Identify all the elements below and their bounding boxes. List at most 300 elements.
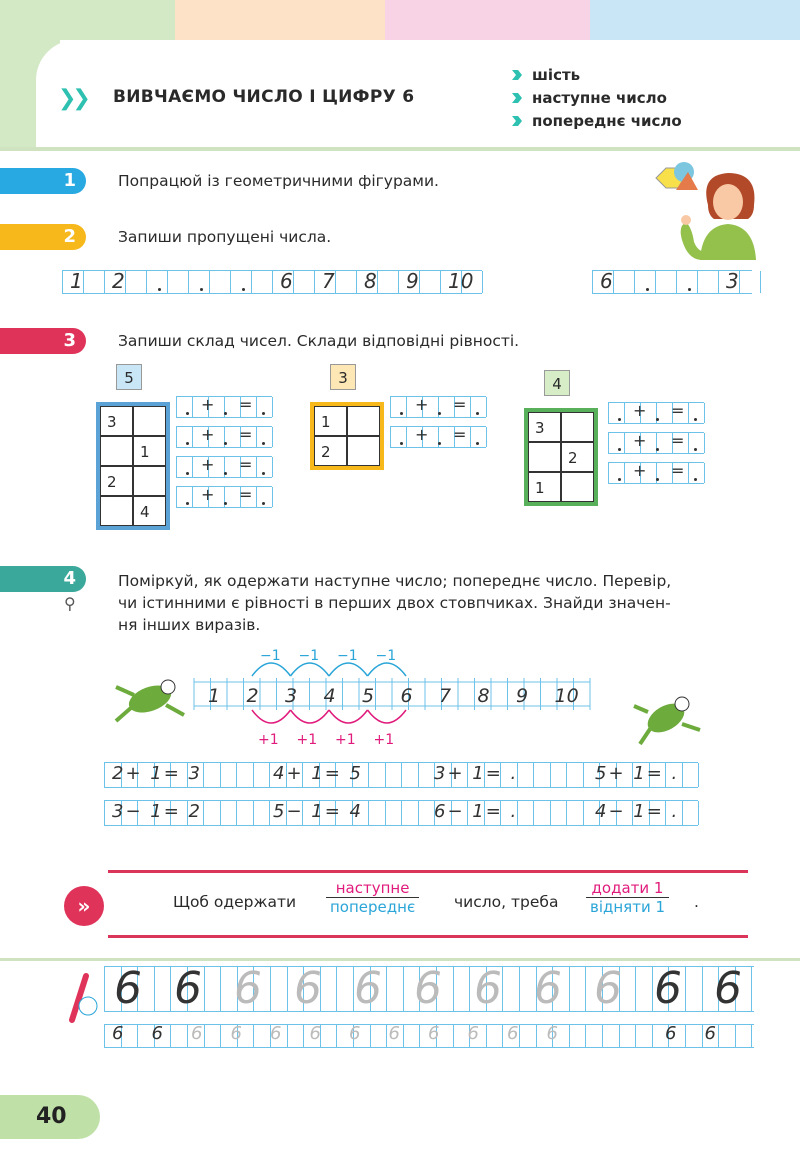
digit-tracing-small: 6 — [428, 1023, 440, 1044]
grid-line — [698, 763, 699, 787]
handwritten-number: 1 — [70, 269, 83, 293]
grid-line — [272, 397, 273, 417]
grid-line — [760, 271, 761, 293]
task-1-tab: 1 — [0, 168, 86, 194]
placeholder-dot — [186, 502, 189, 505]
missing-numbers-row-2 — [592, 270, 752, 294]
frog-eye — [161, 680, 175, 694]
grid-line — [406, 427, 407, 447]
handwritten-number: 6 — [600, 269, 613, 293]
grid-line — [751, 967, 752, 1011]
grid-line — [418, 763, 419, 787]
grid-line — [486, 397, 487, 417]
equation-symbol: = — [239, 485, 253, 504]
rule-fraction-2-top: додати 1 — [586, 879, 669, 898]
house-cell: 1 — [314, 406, 347, 436]
plus-arc — [291, 710, 330, 723]
placeholder-dot — [224, 502, 227, 505]
grid-line — [220, 967, 221, 1011]
frog-leg — [116, 687, 134, 695]
grid-line — [569, 1025, 570, 1047]
chevron-icon — [512, 93, 522, 103]
digit-tracing-small: 6 — [230, 1023, 242, 1044]
handwritten-number: 3 — [726, 269, 739, 293]
grid-line — [718, 271, 719, 293]
grid-line — [104, 763, 105, 787]
equation-row — [104, 800, 698, 826]
grid-line — [403, 1025, 404, 1047]
equation: 4− 1= . — [595, 801, 680, 822]
house-cell — [561, 472, 594, 502]
grid-line — [502, 967, 503, 1011]
rule-fraction-1-top: наступне — [326, 879, 419, 898]
task-4-tab: 4 — [0, 566, 86, 592]
digit-tracing-small: 6 — [388, 1023, 400, 1044]
house-cell: 3 — [528, 412, 561, 442]
grid-line — [192, 487, 193, 507]
equation-symbol: = — [671, 401, 685, 420]
grid-line — [390, 427, 391, 447]
grid-line — [335, 271, 336, 293]
grid-line — [735, 1025, 736, 1047]
grid-line — [154, 967, 155, 1011]
grid-line — [602, 1025, 603, 1047]
grid-line — [635, 1025, 636, 1047]
grid-line — [293, 271, 294, 293]
equation-template-row — [176, 396, 272, 418]
rule-fraction-1-bottom: попереднє — [330, 898, 416, 916]
placeholder-dot — [694, 448, 697, 451]
magnifier-icon: ⚲ — [64, 594, 76, 613]
equation-symbol: + — [415, 395, 429, 414]
grid-line — [209, 271, 210, 293]
digit-tracing: 6 — [534, 963, 562, 1014]
grid-line — [566, 801, 567, 825]
equation-template-row — [176, 456, 272, 478]
placeholder-dot — [400, 412, 403, 415]
equation: 3− 1= 2 — [112, 801, 202, 822]
placeholder-dot — [656, 478, 659, 481]
house-cell: 2 — [100, 466, 133, 496]
grid-line — [390, 397, 391, 417]
house-number-label: 5 — [116, 364, 142, 390]
rule-text-a: Щоб одержати — [173, 893, 297, 911]
grid-line — [176, 457, 177, 477]
placeholder-dot — [262, 442, 265, 445]
equation-symbol: + — [633, 461, 647, 480]
house-cell — [561, 412, 594, 442]
placeholder-dot — [656, 418, 659, 421]
grid-line — [624, 403, 625, 423]
rule-fraction-1 — [326, 879, 419, 916]
grid-line — [585, 967, 586, 1011]
task-4-line-2: чи істинними є рівності в перших двох стовпчиках. Знайди значен- — [118, 594, 671, 612]
grid-line — [187, 1025, 188, 1047]
minus-arc — [329, 663, 368, 676]
grid-line — [192, 397, 193, 417]
grid-line — [251, 271, 252, 293]
placeholder-dot — [200, 288, 203, 291]
house-cell — [528, 442, 561, 472]
grid-line — [62, 271, 63, 293]
handwritten-number: 6 — [280, 269, 293, 293]
grid-line — [256, 397, 257, 417]
placeholder-dot — [186, 442, 189, 445]
minus-arc — [368, 663, 407, 676]
grid-line — [613, 271, 614, 293]
equation-symbol: + — [415, 425, 429, 444]
grid-line — [569, 967, 570, 1011]
grid-line — [104, 1025, 105, 1047]
grid-line — [204, 967, 205, 1011]
handwritten-number: 10 — [448, 269, 474, 293]
frog-leg — [640, 726, 652, 744]
grid-line — [536, 1025, 537, 1047]
frog-leg — [116, 707, 132, 721]
grid-line — [704, 403, 705, 423]
equation-symbol: = — [239, 455, 253, 474]
house-cell: 2 — [314, 436, 347, 466]
top-band-peach — [175, 0, 385, 40]
plus-label: +1 — [258, 732, 279, 748]
digit-tracing-small: 6 — [665, 1023, 677, 1044]
handwritten-number: 2 — [112, 269, 125, 293]
frog-leg — [634, 706, 648, 712]
grid-line — [406, 397, 407, 417]
grid-line — [702, 967, 703, 1011]
number-line-number: 7 — [439, 685, 452, 707]
equation-symbol: + — [633, 401, 647, 420]
handwritten-number: 8 — [364, 269, 377, 293]
number-line-number: 2 — [246, 685, 259, 707]
grid-line — [236, 763, 237, 787]
grid-line — [398, 271, 399, 293]
house-cell — [347, 436, 380, 466]
grid-line — [386, 1025, 387, 1047]
placeholder-dot — [688, 288, 691, 291]
grid-line — [486, 1025, 487, 1047]
grid-line — [718, 1025, 719, 1047]
task-4-line-3: ня інших виразів. — [118, 616, 261, 634]
rule-fraction-2-bottom: відняти 1 — [590, 898, 666, 916]
grid-line — [624, 463, 625, 483]
grid-line — [170, 1025, 171, 1047]
placeholder-dot — [438, 412, 441, 415]
number-line-number: 9 — [516, 685, 529, 707]
digit-tracing: 6 — [474, 963, 502, 1014]
shirt — [700, 224, 756, 260]
house-cell: 1 — [133, 436, 166, 466]
grid-line — [533, 763, 534, 787]
grid-line — [688, 433, 689, 453]
grid-line — [303, 1025, 304, 1047]
grid-line — [619, 1025, 620, 1047]
handwritten-number: 7 — [322, 269, 335, 293]
digit-tracing: 6 — [174, 963, 202, 1014]
grid-line — [314, 271, 315, 293]
grid-line — [253, 763, 254, 787]
grid-line — [256, 427, 257, 447]
grid-line — [270, 967, 271, 1011]
digit-tracing: 6 — [714, 963, 742, 1014]
house-cell: 1 — [528, 472, 561, 502]
equation: 6− 1= . — [434, 801, 519, 822]
grid-line — [418, 801, 419, 825]
grid-line — [377, 271, 378, 293]
grid-line — [682, 763, 683, 787]
grid-line — [167, 271, 168, 293]
grid-line — [533, 801, 534, 825]
keyword-2: наступне число — [512, 89, 667, 107]
grid-line — [176, 487, 177, 507]
plus-label: +1 — [335, 732, 356, 748]
equation-symbol: + — [201, 425, 215, 444]
keyword-1: шість — [512, 66, 580, 84]
teacher-illustration — [648, 160, 758, 260]
grid-line — [608, 463, 609, 483]
placeholder-dot — [158, 288, 161, 291]
digit-writing-grid — [104, 963, 754, 1056]
task-4-line-1: Поміркуй, як одержати наступне число; попереднє число. Перевір, — [118, 572, 672, 590]
grid-line — [269, 801, 270, 825]
digit-tracing: 6 — [354, 963, 382, 1014]
grid-line — [652, 967, 653, 1011]
grid-line — [655, 271, 656, 293]
placeholder-dot — [262, 472, 265, 475]
digit-tracing-small: 6 — [507, 1023, 519, 1044]
grid-line — [287, 1025, 288, 1047]
grid-line — [566, 763, 567, 787]
digit-tracing-small: 6 — [349, 1023, 361, 1044]
house-cell — [133, 406, 166, 436]
grid-line — [635, 967, 636, 1011]
grid-line — [192, 427, 193, 447]
minus-label: −1 — [375, 648, 397, 664]
number-line-number: 10 — [554, 685, 579, 707]
digit-tracing-small: 6 — [151, 1023, 163, 1044]
placeholder-dot — [618, 418, 621, 421]
rule-icon: » — [64, 886, 104, 926]
number-line-number: 5 — [362, 685, 375, 707]
placeholder-dot — [262, 412, 265, 415]
grid-line — [203, 801, 204, 825]
grid-line — [419, 1025, 420, 1047]
grid-line — [104, 967, 105, 1011]
grid-line — [176, 427, 177, 447]
raised-arm — [681, 222, 706, 260]
equation-template-row — [176, 426, 272, 448]
number-line-number: 4 — [323, 685, 336, 707]
number-line — [190, 640, 610, 750]
grid-line — [386, 967, 387, 1011]
grid-line — [470, 397, 471, 417]
plus-arc — [368, 710, 407, 723]
grid-line — [704, 433, 705, 453]
grid-line — [204, 1025, 205, 1047]
plus-arc — [329, 710, 368, 723]
rule-fraction-2 — [586, 879, 669, 916]
equation: 2+ 1= 3 — [112, 763, 202, 784]
grid-line — [188, 271, 189, 293]
grid-line — [685, 967, 686, 1011]
equation-symbol: = — [239, 395, 253, 414]
chevron-icon — [512, 116, 522, 126]
number-line-number: 1 — [208, 685, 221, 707]
placeholder-dot — [656, 448, 659, 451]
placeholder-dot — [186, 412, 189, 415]
grid-line — [470, 427, 471, 447]
house-cell — [100, 436, 133, 466]
writing-row-small — [104, 1024, 754, 1048]
grid-line — [104, 801, 105, 825]
grid-line — [230, 271, 231, 293]
placeholder-dot — [618, 478, 621, 481]
number-line-number: 6 — [400, 685, 413, 707]
frog-leg — [166, 705, 184, 715]
house-cell — [133, 466, 166, 496]
task-3-tab: 3 — [0, 328, 86, 354]
grid-line — [125, 271, 126, 293]
grid-line — [272, 487, 273, 507]
task-1-text: Попрацюй із геометричними фігурами. — [118, 172, 439, 190]
grid-line — [583, 801, 584, 825]
grid-line — [272, 457, 273, 477]
equation-symbol: = — [671, 461, 685, 480]
house-cell — [100, 496, 133, 526]
placeholder-dot — [224, 472, 227, 475]
grid-line — [336, 1025, 337, 1047]
grid-line — [739, 271, 740, 293]
grid-line — [287, 967, 288, 1011]
placeholder-dot — [694, 478, 697, 481]
task-4-text — [118, 570, 748, 636]
equations-grid — [104, 762, 704, 832]
grid-line — [592, 271, 593, 293]
equation-symbol: + — [633, 431, 647, 450]
grid-line — [104, 271, 105, 293]
equation-symbol: + — [201, 485, 215, 504]
minus-label: −1 — [298, 648, 320, 664]
grid-line — [385, 763, 386, 787]
digit-tracing: 6 — [414, 963, 442, 1014]
grid-line — [368, 763, 369, 787]
grid-line — [253, 1025, 254, 1047]
equation-template-row — [608, 462, 704, 484]
grid-line — [385, 801, 386, 825]
rule-text-b: число, треба — [454, 893, 559, 911]
placeholder-dot — [618, 448, 621, 451]
digit-tracing-small: 6 — [467, 1023, 479, 1044]
grid-line — [697, 271, 698, 293]
digit-tracing: 6 — [234, 963, 262, 1014]
placeholder-dot — [476, 442, 479, 445]
number-houses-area — [0, 360, 800, 560]
grid-line — [419, 271, 420, 293]
house-cell: 4 — [133, 496, 166, 526]
grid-line — [192, 457, 193, 477]
grid-line — [453, 1025, 454, 1047]
top-band-pink — [385, 0, 590, 40]
minus-arc — [252, 663, 291, 676]
grid-line — [83, 271, 84, 293]
grid-line — [652, 1025, 653, 1047]
number-line-number: 3 — [285, 685, 298, 707]
equation: 5− 1= 4 — [273, 801, 363, 822]
minus-arc — [291, 663, 330, 676]
writing-row-large — [104, 963, 754, 1014]
frog-right-illustration — [630, 690, 705, 750]
house-number-label: 3 — [330, 364, 356, 390]
equation-template-row — [176, 486, 272, 508]
grid-line — [634, 271, 635, 293]
task-2-tab: 2 — [0, 224, 86, 250]
grid-line — [688, 403, 689, 423]
grid-line — [137, 1025, 138, 1047]
pencil-icon — [64, 970, 100, 1026]
grid-line — [608, 403, 609, 423]
grid-line — [272, 427, 273, 447]
equation-symbol: = — [671, 431, 685, 450]
placeholder-dot — [242, 288, 245, 291]
grid-line — [550, 763, 551, 787]
equation: 5+ 1= . — [595, 763, 680, 784]
chevron-icon: ❯❯ — [58, 86, 87, 111]
digit-tracing-small: 6 — [704, 1023, 716, 1044]
placeholder-dot — [646, 288, 649, 291]
page-number: 40 — [0, 1095, 100, 1139]
top-band-blue — [590, 0, 800, 40]
keyword-3: попереднє число — [512, 112, 682, 130]
grid-line — [220, 763, 221, 787]
equation-symbol: + — [201, 455, 215, 474]
minus-label: −1 — [260, 648, 281, 664]
grid-line — [336, 967, 337, 1011]
grid-line — [176, 397, 177, 417]
grid-line — [702, 1025, 703, 1047]
grid-line — [256, 457, 257, 477]
task-2-text: Запиши пропущені числа. — [118, 228, 332, 246]
house-cell: 2 — [561, 442, 594, 472]
grid-line — [203, 763, 204, 787]
grid-line — [583, 763, 584, 787]
grid-line — [751, 1025, 752, 1047]
grid-line — [519, 967, 520, 1011]
grid-line — [608, 433, 609, 453]
placeholder-dot — [438, 442, 441, 445]
grid-line — [585, 1025, 586, 1047]
grid-line — [272, 271, 273, 293]
grid-line — [453, 967, 454, 1011]
equation-template-row — [608, 432, 704, 454]
plus-arc — [252, 710, 291, 723]
frog-left-illustration — [110, 665, 190, 725]
number-house — [310, 402, 384, 470]
grid-line — [220, 801, 221, 825]
house-cell: 3 — [100, 406, 133, 436]
equation-template-row — [390, 396, 486, 418]
equation-template-row — [390, 426, 486, 448]
house-cell — [347, 406, 380, 436]
placeholder-dot — [694, 418, 697, 421]
grid-line — [440, 271, 441, 293]
grid-line — [236, 801, 237, 825]
grid-line — [698, 801, 699, 825]
placeholder-dot — [262, 502, 265, 505]
grid-line — [401, 763, 402, 787]
equation-symbol: = — [453, 395, 467, 414]
handwritten-number: 9 — [406, 269, 419, 293]
equation-row — [104, 762, 698, 788]
